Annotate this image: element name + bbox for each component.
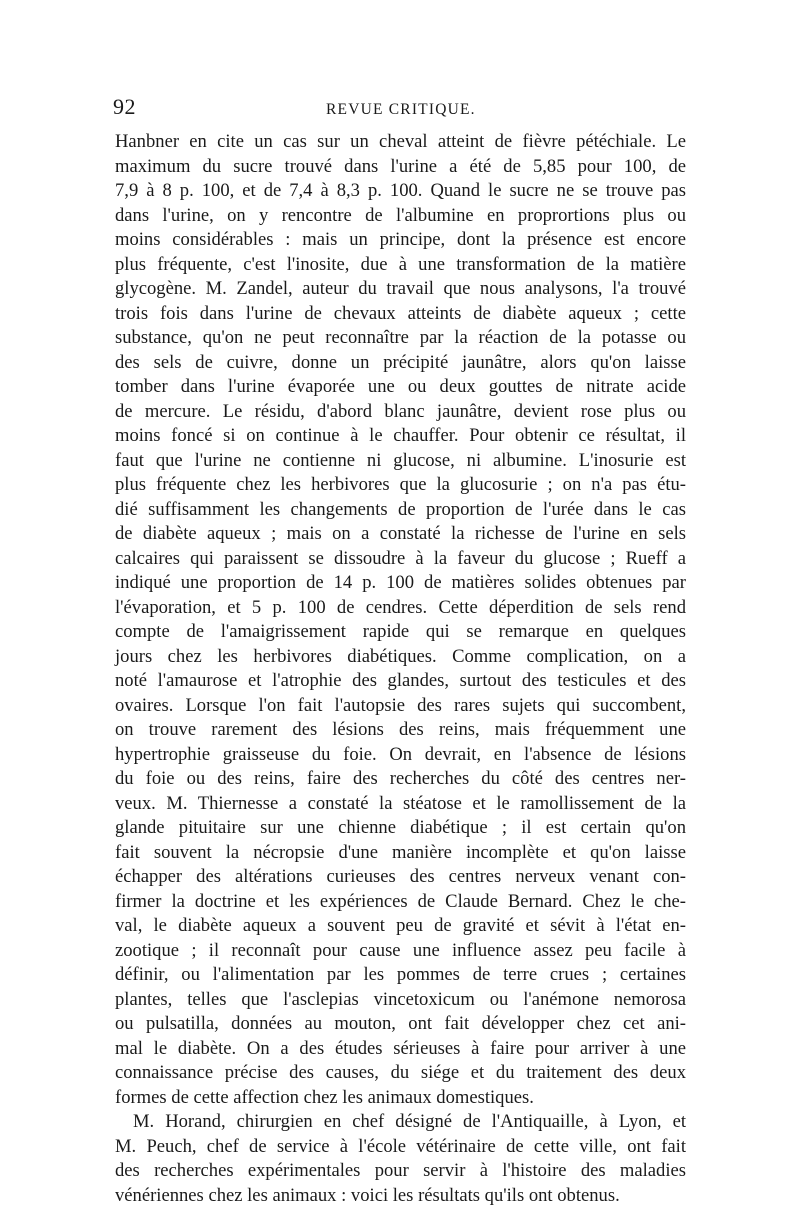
text-line: maximum du sucre trouvé dans l'urine a été de 5,85 pour 100, de [115, 155, 686, 177]
text-line: glycogène. M. Zandel, auteur du travail que nous analysons, l'a trouvé [115, 278, 686, 299]
text-line: plus fréquente chez les herbivores que la glucosurie ; on n'a pas étu- [115, 474, 686, 495]
body-text [115, 130, 686, 1208]
text-line: veux. M. Thiernesse a constaté la stéatose et le ramollissement de la [115, 792, 686, 814]
text-line: hypertrophie graisseuse du foie. On devrait, en l'absence de lésions [115, 743, 686, 765]
text-line: fait souvent la nécropsie d'une manière incomplète et qu'on laisse [115, 841, 686, 863]
text-line: noté l'amaurose et l'atrophie des glandes, surtout des testicules et des [115, 670, 686, 691]
text-line: on trouve rarement des lésions des reins, mais fréquemment une [115, 719, 686, 740]
text-line: compte de l'amaigrissement rapide qui se remarque en quelques [115, 621, 686, 642]
running-head [110, 94, 688, 122]
text-line: jours chez les herbivores diabétiques. Comme complication, on a [115, 645, 686, 667]
text-line: val, le diabète aqueux a souvent peu de gravité et sévit à l'état en- [115, 915, 686, 936]
text-line: vénériennes chez les animaux : voici les résultats qu'ils ont obtenus. [115, 1184, 620, 1206]
text-line: 7,9 à 8 p. 100, et de 7,4 à 8,3 p. 100. Quand le sucre ne se trouve pas [115, 180, 686, 201]
text-line: échapper des altérations curieuses des centres nerveux venant con- [115, 866, 686, 887]
text-line: mal le diabète. On a des études sérieuses à faire pour arriver à une [115, 1037, 686, 1059]
text-line: dié suffisamment les changements de proportion de l'urée dans le cas [115, 498, 686, 520]
text-line: moins considérables : mais un principe, dont la présence est encore [115, 229, 686, 250]
text-line: de diabète aqueux ; mais on a constaté la richesse de l'urine en sels [115, 523, 686, 544]
text-line: faut que l'urine ne contienne ni glucose, ni albumine. L'inosurie est [115, 449, 686, 471]
running-title: REVUE CRITIQUE. [326, 101, 476, 118]
paragraph [115, 130, 686, 1110]
page-number: 92 [113, 94, 136, 119]
text-line: l'évaporation, et 5 p. 100 de cendres. Cette déperdition de sels rend [115, 596, 686, 618]
paragraph [115, 1110, 686, 1208]
text-line: trois fois dans l'urine de chevaux atteints de diabète aqueux ; cette [115, 302, 686, 324]
text-line: zootique ; il reconnaît pour cause une influence assez peu facile à [115, 939, 686, 961]
text-line: formes de cette affection chez les animaux domestiques. [115, 1086, 534, 1108]
text-line: indiqué une proportion de 14 p. 100 de matières solides obtenues par [115, 572, 686, 593]
text-line: ovaires. Lorsque l'on fait l'autopsie des rares sujets qui succombent, [115, 694, 686, 716]
text-line: plantes, telles que l'asclepias vincetoxicum ou l'anémone nemorosa [115, 988, 686, 1010]
text-line: du foie ou des reins, faire des recherches du côté des centres ner- [115, 768, 686, 789]
text-line: Hanbner en cite un cas sur un cheval atteint de fièvre pétéchiale. Le [115, 131, 686, 152]
text-line: calcaires qui paraissent se dissoudre à la faveur du glucose ; Rueff a [115, 547, 686, 569]
text-line: M. Horand, chirurgien en chef désigné de l'Antiquaille, à Lyon, et [133, 1111, 686, 1132]
text-line: de mercure. Le résidu, d'abord blanc jaunâtre, devient rose plus ou [115, 400, 686, 422]
text-line: firmer la doctrine et les expériences de Claude Bernard. Chez le che- [115, 890, 686, 912]
text-line: connaissance précise des causes, du siége et du traitement des deux [115, 1062, 686, 1083]
text-line: ou pulsatilla, données au mouton, ont fait développer chez cet ani- [115, 1013, 686, 1034]
text-line: M. Peuch, chef de service à l'école vétérinaire de cette ville, ont fait [115, 1135, 686, 1157]
text-line: des recherches expérimentales pour servir à l'histoire des maladies [115, 1160, 686, 1181]
text-line: dans l'urine, on y rencontre de l'albumine en proprortions plus ou [115, 204, 686, 226]
text-line: glande pituitaire sur une chienne diabétique ; il est certain qu'on [115, 817, 686, 838]
text-line: tomber dans l'urine évaporée une ou deux gouttes de nitrate acide [115, 376, 686, 397]
text-line: définir, ou l'alimentation par les pommes de terre crues ; certaines [115, 964, 686, 985]
text-line: plus fréquente, c'est l'inosite, due à une transformation de la matière [115, 253, 686, 275]
text-line: des sels de cuivre, donne un précipité jaunâtre, alors qu'on laisse [115, 351, 686, 373]
text-line: moins foncé si on continue à le chauffer. Pour obtenir ce résultat, il [115, 425, 686, 446]
text-line: substance, qu'on ne peut reconnaître par la réaction de la potasse ou [115, 327, 686, 348]
